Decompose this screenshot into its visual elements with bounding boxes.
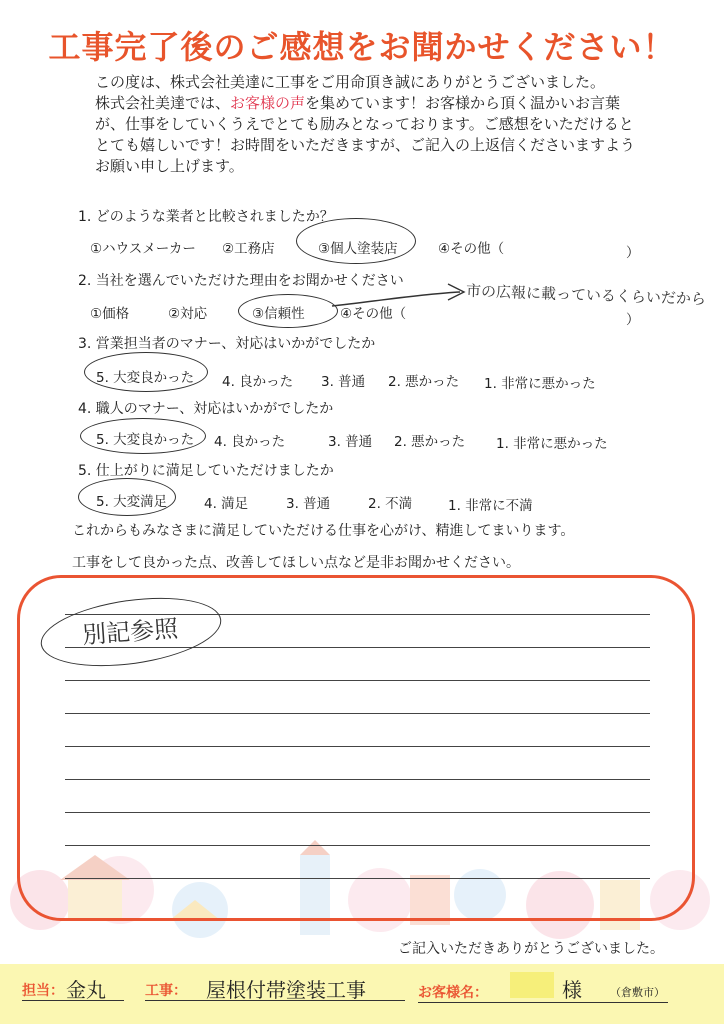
q5-option-selected[interactable]: 5. 大変満足 — [96, 494, 168, 510]
staff-underline — [22, 1000, 124, 1001]
intro-line: とても嬉しいです！お時間をいただきますが、ご記入の上返信くださいますよう — [95, 136, 636, 154]
staff-name: 金丸 — [66, 978, 106, 1002]
q4-option[interactable]: 3. 普通 — [328, 434, 373, 450]
q2-option[interactable]: ①価格 — [90, 306, 130, 322]
intro-line: が、仕事をしていくうえでとても励みとなっております。ご感想をいただけると — [95, 115, 634, 133]
question-5: 5. 仕上がりに満足していただけましたか — [78, 463, 334, 479]
selection-circle — [80, 418, 206, 454]
q1-option[interactable]: ①ハウスメーカー — [90, 241, 196, 257]
intro-line: この度は、株式会社美達に工事をご用命頂き誠にありがとうございました。 — [95, 73, 606, 91]
page-title: 工事完了後のご感想をお聞かせください！ — [48, 28, 676, 66]
question-1: 1. どのような業者と比較されましたか？ — [78, 209, 334, 225]
selection-circle — [296, 218, 416, 264]
closing-text: これからもみなさまに満足していただける仕事を心がけ、精進してまいります。 — [72, 523, 575, 539]
handwritten-other-reason: 市の広報に載っているくらいだから — [465, 281, 707, 309]
work-underline — [145, 1000, 405, 1001]
feedback-prompt: 工事をして良かった点、改善してほしい点など是非お聞かせください。 — [72, 555, 520, 571]
selection-circle — [238, 294, 338, 328]
q1-option-selected[interactable]: ③個人塗装店 — [318, 241, 398, 257]
customer-name-redaction — [510, 972, 554, 998]
selection-circle — [84, 352, 208, 392]
q5-option[interactable]: 2. 不満 — [368, 496, 413, 512]
staff-label: 担当： — [22, 983, 64, 999]
q4-option[interactable]: 4. 良かった — [214, 434, 286, 450]
q2-option[interactable]: ④その他（ — [340, 306, 407, 322]
writing-line — [65, 746, 650, 747]
handwritten-arrow — [330, 280, 470, 310]
handwritten-feedback: 別記参照 — [81, 614, 180, 650]
q2-option[interactable]: ②対応 — [168, 306, 208, 322]
q1-option[interactable]: ②工務店 — [222, 241, 275, 257]
writing-line — [65, 845, 650, 846]
customer-suffix: 様 — [562, 978, 582, 1002]
q4-option-selected[interactable]: 5. 大変良かった — [96, 432, 195, 448]
writing-line — [65, 680, 650, 681]
customer-underline — [418, 1002, 668, 1003]
q4-option[interactable]: 2. 悪かった — [394, 434, 466, 450]
writing-line — [65, 878, 650, 879]
q3-option[interactable]: 1. 非常に悪かった — [484, 376, 596, 392]
intro-line — [95, 93, 695, 114]
q5-option[interactable]: 4. 満足 — [204, 496, 249, 512]
work-label: 工事： — [145, 983, 187, 999]
work-value: 屋根付帯塗装工事 — [206, 978, 366, 1002]
q1-paren-close: ） — [626, 245, 640, 261]
customer-city: （倉敷市） — [610, 986, 665, 999]
intro-text-part: 株式会社美達では、 — [95, 94, 231, 112]
q3-option[interactable]: 4. 良かった — [222, 374, 294, 390]
customer-voice-highlight: お客様の声 — [230, 94, 306, 112]
q3-option[interactable]: 3. 普通 — [321, 374, 366, 390]
writing-line — [65, 779, 650, 780]
q4-option[interactable]: 1. 非常に悪かった — [496, 436, 608, 452]
writing-line — [65, 812, 650, 813]
writing-line — [65, 713, 650, 714]
intro-text-part: を集めています！お客様から頂く温かいお言葉 — [305, 94, 621, 112]
q2-paren-close: ） — [626, 312, 640, 328]
question-2: 2. 当社を選んでいただけた理由をお聞かせください — [78, 273, 404, 289]
intro-text — [95, 72, 695, 177]
customer-label: お客様名： — [418, 985, 488, 1001]
q3-option-selected[interactable]: 5. 大変良かった — [96, 370, 195, 386]
q1-option[interactable]: ④その他（ — [438, 241, 505, 257]
q5-option[interactable]: 1. 非常に不満 — [448, 498, 533, 514]
question-4: 4. 職人のマナー、対応はいかがでしたか — [78, 401, 334, 417]
q2-option-selected[interactable]: ③信頼性 — [252, 306, 305, 322]
q3-option[interactable]: 2. 悪かった — [388, 374, 460, 390]
thanks-text: ご記入いただきありがとうございました。 — [398, 941, 664, 957]
question-3: 3. 営業担当者のマナー、対応はいかがでしたか — [78, 336, 376, 352]
intro-line: お願い申し上げます。 — [95, 157, 244, 175]
q5-option[interactable]: 3. 普通 — [286, 496, 331, 512]
selection-circle — [78, 478, 176, 516]
